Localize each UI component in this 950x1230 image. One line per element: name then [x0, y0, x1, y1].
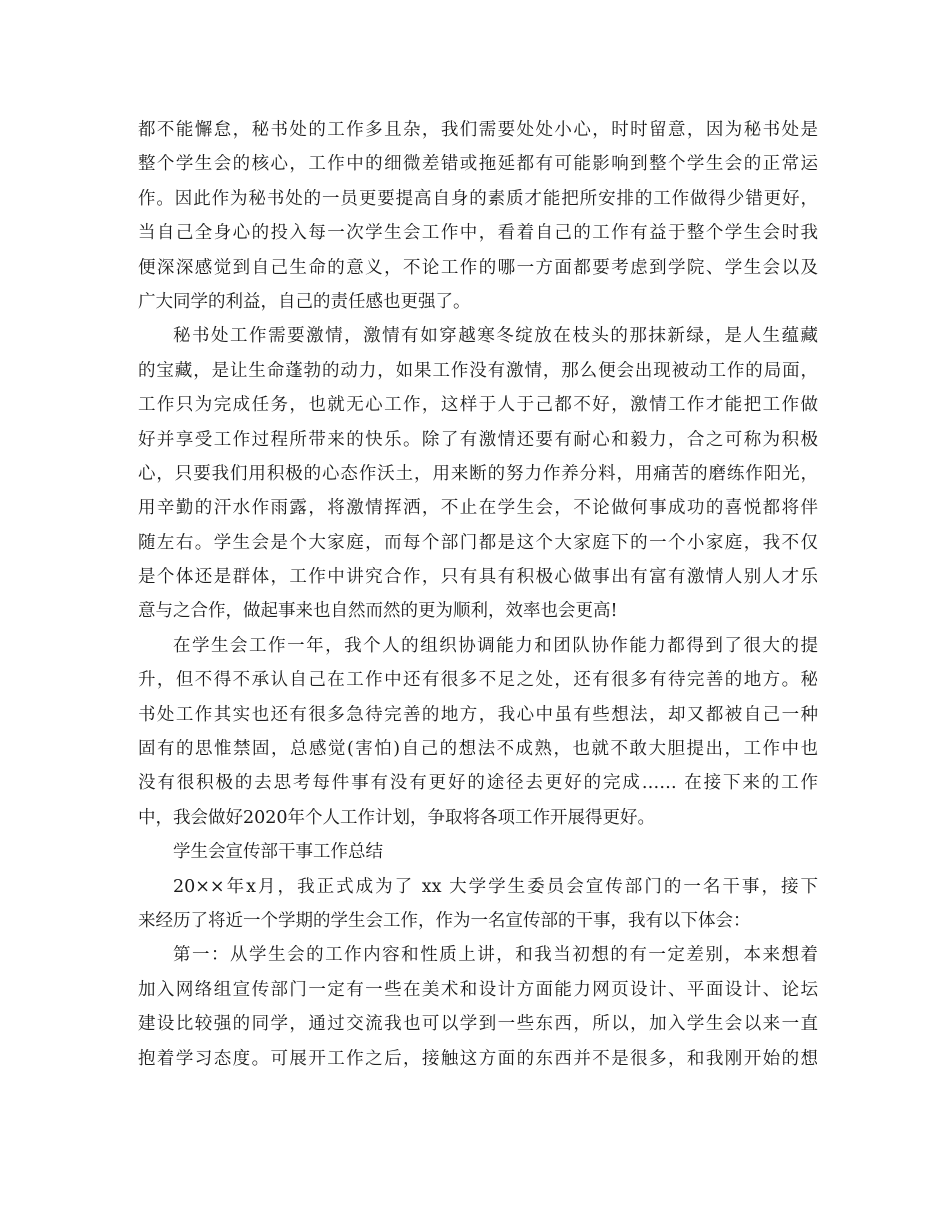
text-line: 在学生会工作一年，我个人的组织协调能力和团队协作能力都得到了很大的提 — [173, 635, 818, 656]
text-line: 升，但不得不承认自己在工作中还有很多不足之处，还有很多有待完善的地方。秘 — [138, 670, 818, 691]
text-line: 当自己全身心的投入每一次学生会工作中，看着自己的工作有益于整个学生会时我 — [138, 223, 818, 244]
text-line: 广大同学的利益，自己的责任感也更强了。 — [138, 291, 471, 312]
text-line: 整个学生会的核心，工作中的细微差错或拖延都有可能影响到整个学生会的正常运 — [138, 154, 818, 175]
text-line: 心，只要我们用积极的心态作沃土，用来断的努力作养分料，用痛苦的磨练作阳光， — [138, 463, 818, 484]
text-line: 工作只为完成任务，也就无心工作，这样于人于己都不好，激情工作才能把工作做 — [138, 395, 818, 416]
text-line: 20××年x月，我正式成为了 xx 大学学生委员会宣传部门的一名干事，接下 — [173, 876, 818, 897]
text-line: 都不能懈怠，秘书处的工作多且杂，我们需要处处小心，时时留意，因为秘书处是 — [138, 120, 818, 140]
text-line: 加入网络组宣传部门一定有一些在美术和设计方面能力网页设计、平面设计、论坛 — [138, 979, 818, 1000]
text-line: 用辛勤的汗水作雨露，将激情挥洒，不止在学生会，不论做何事成功的喜悦都将伴 — [138, 498, 818, 519]
text-line: 抱着学习态度。可展开工作之后，接触这方面的东西并不是很多，和我刚开始的想 — [138, 1048, 818, 1069]
text-line: 第一：从学生会的工作内容和性质上讲，和我当初想的有一定差别，本来想着 — [173, 945, 818, 966]
text-line: 作。因此作为秘书处的一员更要提高自身的素质才能把所安排的工作做得少错更好， — [138, 188, 818, 209]
text-line: 没有很积极的去思考每件事有没有更好的途径去更好的完成…… 在接下来的工作 — [138, 773, 818, 794]
text-line: 建设比较强的同学，通过交流我也可以学到一些东西，所以，加入学生会以来一直 — [138, 1014, 818, 1035]
text-line: 固有的思惟禁固，总感觉(害怕)自己的想法不成熟，也就不敢大胆提出，工作中也 — [138, 739, 818, 760]
text-line: 书处工作其实也还有很多急待完善的地方，我心中虽有些想法，却又都被自己一种 — [138, 704, 818, 725]
text-line: 学生会宣传部干事工作总结 — [173, 842, 383, 863]
text-line: 是个体还是群体，工作中讲究合作，只有具有积极心做事出有富有激情人别人才乐 — [138, 567, 818, 588]
text-line: 意与之合作，做起事来也自然而然的更为顺利，效率也会更高! — [138, 601, 618, 622]
text-line: 好并享受工作过程所带来的快乐。除了有激情还要有耐心和毅力，合之可称为积极 — [138, 429, 818, 450]
document-body — [138, 113, 818, 1076]
text-line: 中，我会做好2020年个人工作计划，争取将各项工作开展得更好。 — [138, 807, 656, 828]
text-line: 秘书处工作需要激情，激情有如穿越寒冬绽放在枝头的那抹新绿，是人生蕴藏 — [173, 326, 818, 347]
text-line: 随左右。学生会是个大家庭，而每个部门都是这个大家庭下的一个小家庭，我不仅 — [138, 532, 818, 553]
text-line: 便深深感觉到自己生命的意义，不论工作的哪一方面都要考虑到学院、学生会以及 — [138, 257, 818, 278]
text-line: 的宝藏，是让生命蓬勃的动力，如果工作没有激情，那么便会出现被动工作的局面， — [138, 360, 818, 381]
text-line: 来经历了将近一个学期的学生会工作，作为一名宣传部的干事，我有以下体会： — [138, 910, 751, 931]
